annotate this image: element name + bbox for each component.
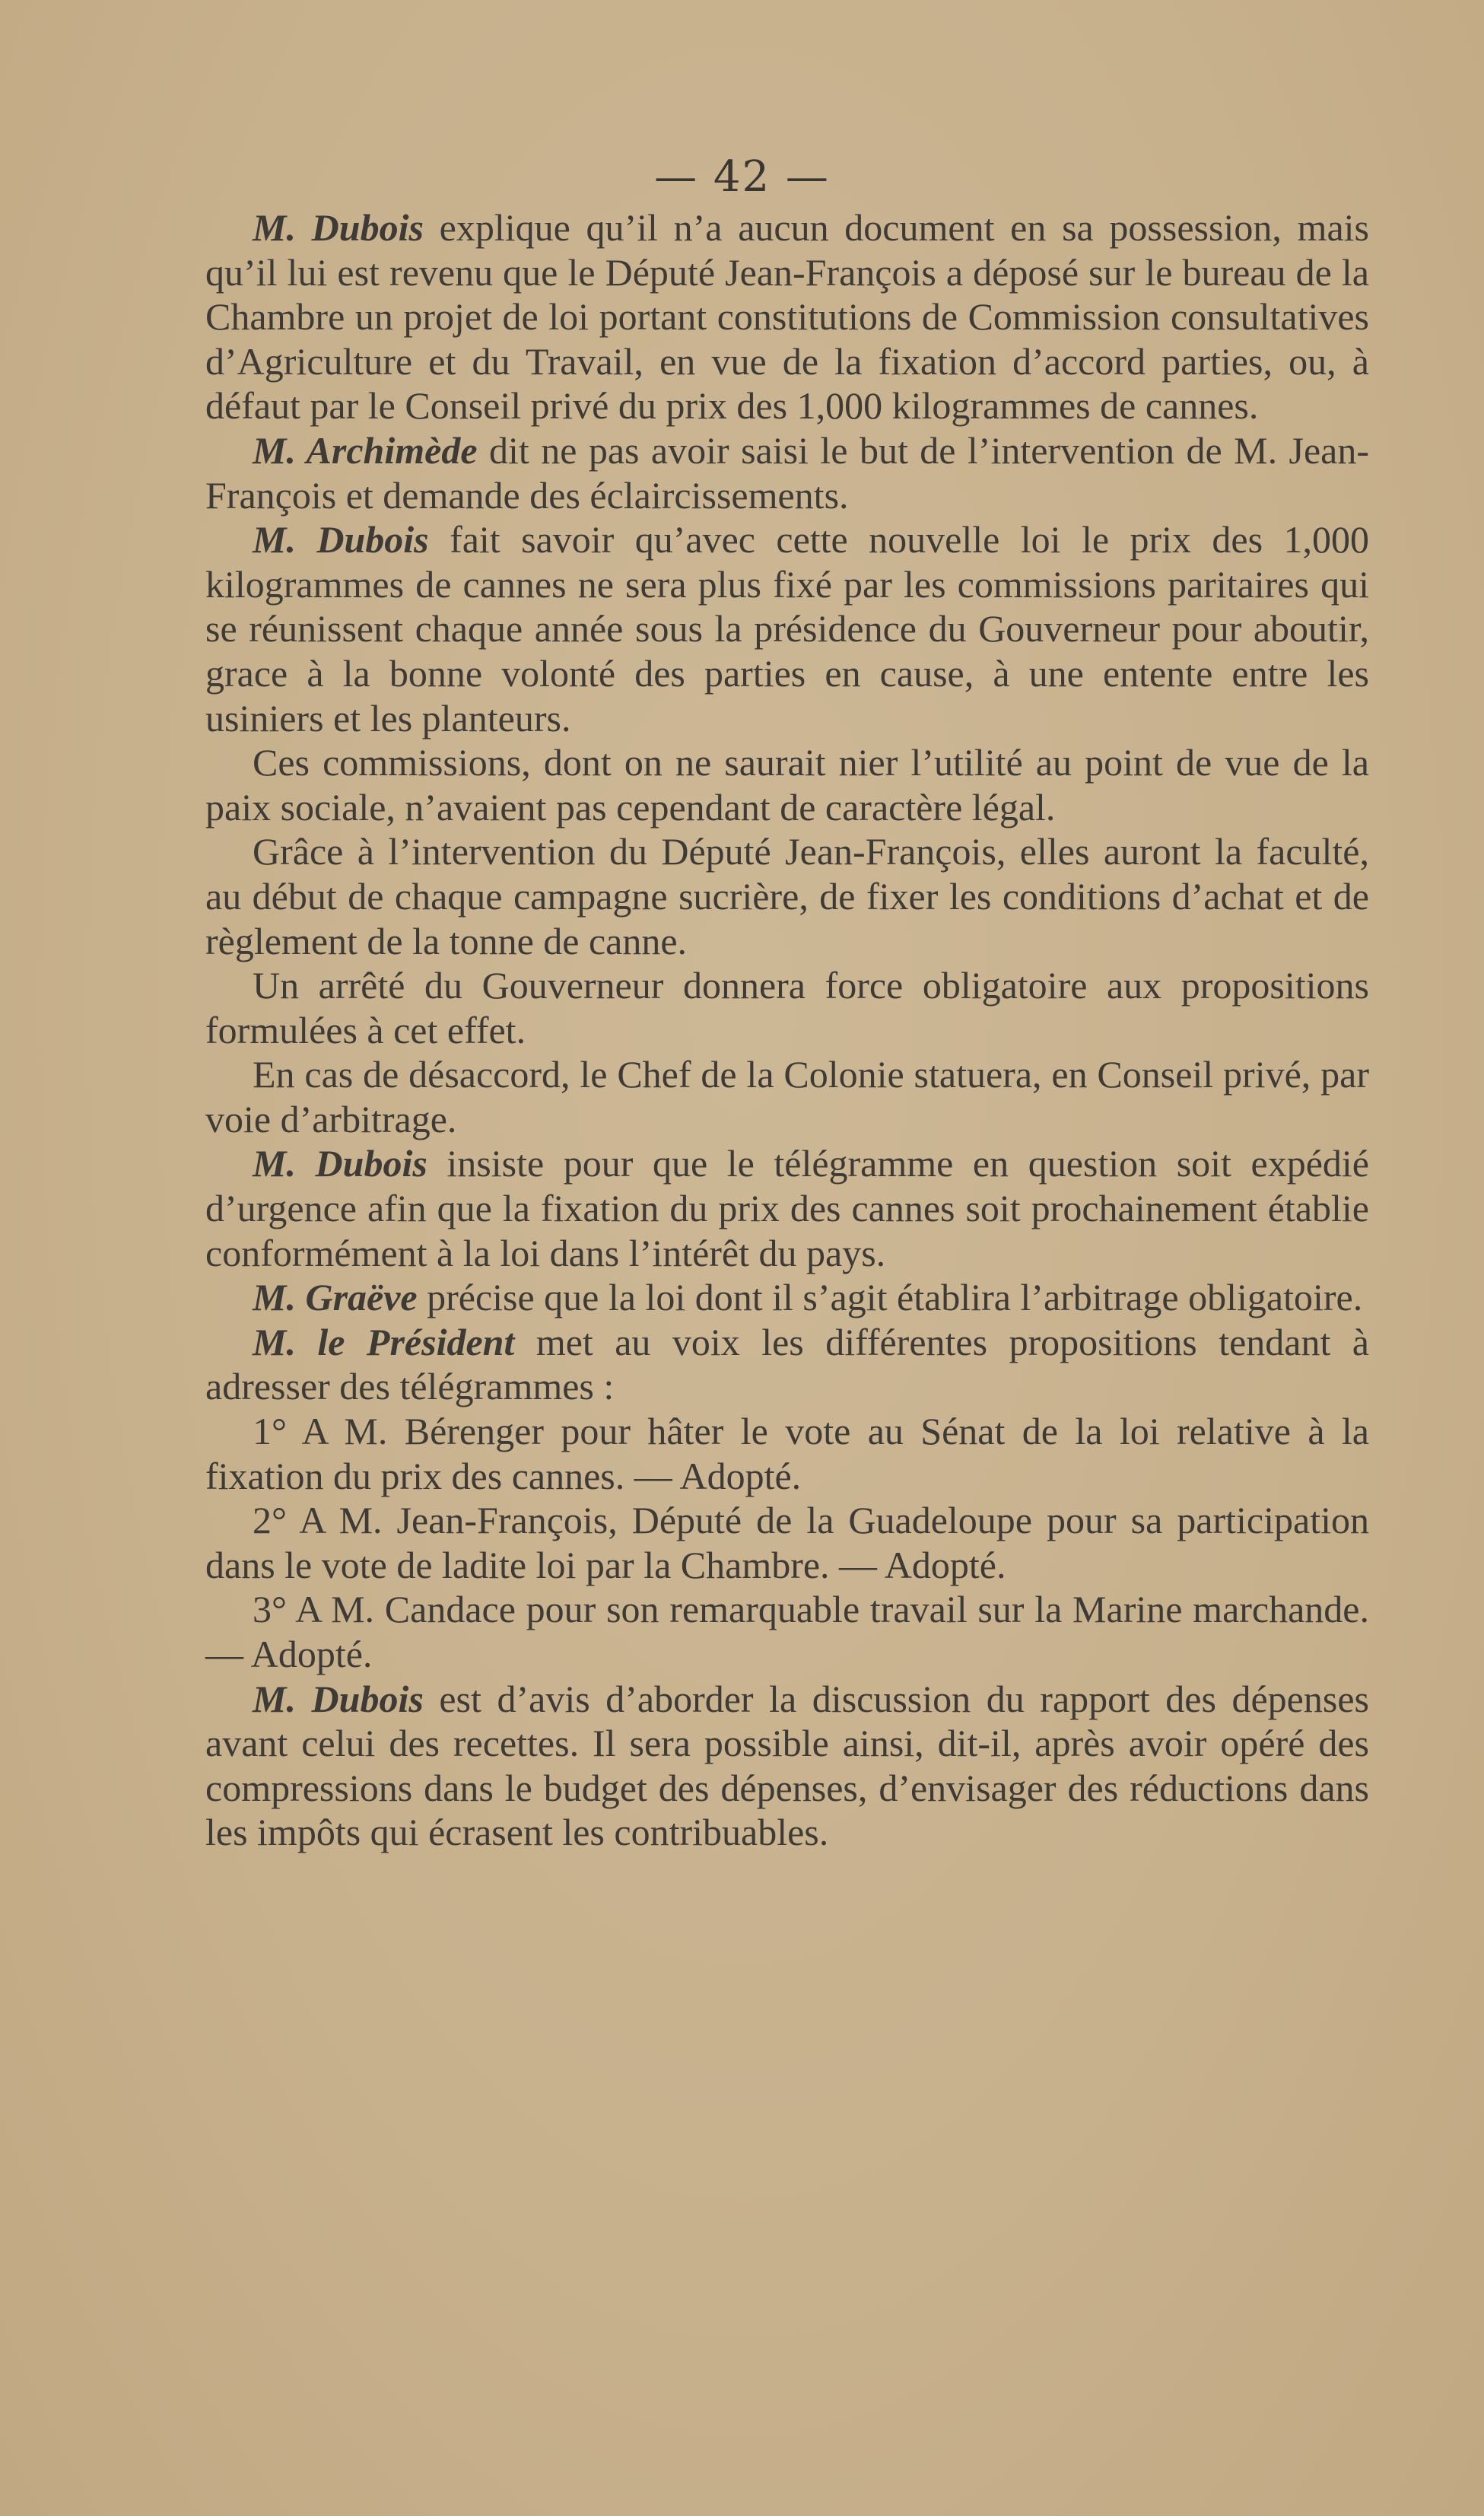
- paragraph-text: dit ne pas avoir saisi le but de l’intervention de M. Jean-François et demande des éclaircissements.: [205, 428, 1370, 517]
- paragraph-6: [205, 963, 1369, 1052]
- paragraph-11: [205, 1409, 1369, 1498]
- paragraph-10: [205, 1320, 1369, 1409]
- paragraph-12: [205, 1498, 1369, 1587]
- speaker-name: M. Dubois: [253, 518, 429, 561]
- paragraph-text: 1° A M. Bérenger pour hâter le vote au Sénat de la loi relative à la fixation du prix des cannes. — Adopté.: [205, 1410, 1369, 1497]
- paragraph-text: Ces commissions, dont on ne saurait nier l’utilité au point de vue de la paix sociale, n’avaient pas cependant de caractère légal.: [205, 741, 1369, 829]
- paragraph-text: 2° A M. Jean-François, Député de la Guadeloupe pour sa participation dans le vote de ladite loi par la Chambre. — Adopté.: [205, 1499, 1369, 1586]
- paragraph-text: insiste pour que le télégramme en question soit expédié d’urgence afin que la fixation du prix des cannes soit prochainement établie conformément à la loi dans l’intérêt du pays.: [205, 1142, 1369, 1274]
- speaker-name: M. Dubois: [253, 1677, 424, 1720]
- speaker-name: M. Graëve: [253, 1276, 418, 1319]
- speaker-name: M. le Président: [253, 1320, 515, 1363]
- paragraph-text: précise que la loi dont il s’agit établira l’arbitrage obligatoire.: [417, 1276, 1363, 1319]
- paragraph-13: [205, 1587, 1369, 1676]
- paragraph-14: [205, 1677, 1369, 1855]
- paragraph-8: [205, 1141, 1369, 1275]
- paragraph-7: [205, 1052, 1369, 1141]
- speaker-name: M. Archimède: [253, 428, 478, 472]
- paragraph-3: [205, 517, 1369, 740]
- paragraph-1: [205, 205, 1369, 428]
- paragraph-text: explique qu’il n’a aucun document en sa possession, mais qu’il lui est revenu que le Député Jean-François a déposé sur le bureau de la Chambre un projet de loi portant constitutions de Commission consultatives d’Agriculture et du Travail, en vue de la fixation d’accord parties, ou, à défaut par le Conseil privé du prix des 1,000 kilogrammes de cannes.: [205, 206, 1369, 428]
- paragraph-2: [205, 428, 1369, 517]
- speaker-name: M. Dubois: [253, 206, 424, 249]
- paragraph-text: Grâce à l’intervention du Député Jean-François, elles auront la faculté, au début de chaque campagne sucrière, de fixer les conditions d’achat et de règlement de la tonne de canne.: [205, 830, 1369, 962]
- paragraph-text: Un arrêté du Gouverneur donnera force obligatoire aux propositions formulées à cet effet.: [205, 964, 1369, 1051]
- paragraph-9: [205, 1275, 1369, 1320]
- paragraph-5: [205, 829, 1369, 963]
- paragraph-text: 3° A M. Candace pour son remarquable travail sur la Marine marchande. — Adopté.: [205, 1588, 1369, 1675]
- page-number: — 42 —: [654, 152, 830, 202]
- paragraph-text: En cas de désaccord, le Chef de la Colonie statuera, en Conseil privé, par voie d’arbitrage.: [205, 1053, 1369, 1140]
- paragraph-text: est d’avis d’aborder la discussion du rapport des dépenses avant celui des recettes. Il sera possible ainsi, dit-il, après avoir opéré des compressions dans le budget des dépenses, d’envisager des réductions dans les impôts qui écrasent les contribuables.: [205, 1677, 1369, 1854]
- paragraph-text: met au voix les différentes propositions tendant à adresser des télégrammes :: [205, 1320, 1369, 1408]
- paragraph-text: fait savoir qu’avec cette nouvelle loi le prix des 1,000 kilogrammes de cannes ne sera plus fixé par les commissions paritaires qui se réunissent chaque année sous la présidence du Gouverneur pour aboutir, grace à la bonne volonté des parties en cause, à une entente entre les usiniers et les planteurs.: [205, 518, 1369, 740]
- body-text: [205, 205, 1369, 1855]
- paragraph-4: [205, 740, 1369, 829]
- speaker-name: M. Dubois: [253, 1142, 427, 1185]
